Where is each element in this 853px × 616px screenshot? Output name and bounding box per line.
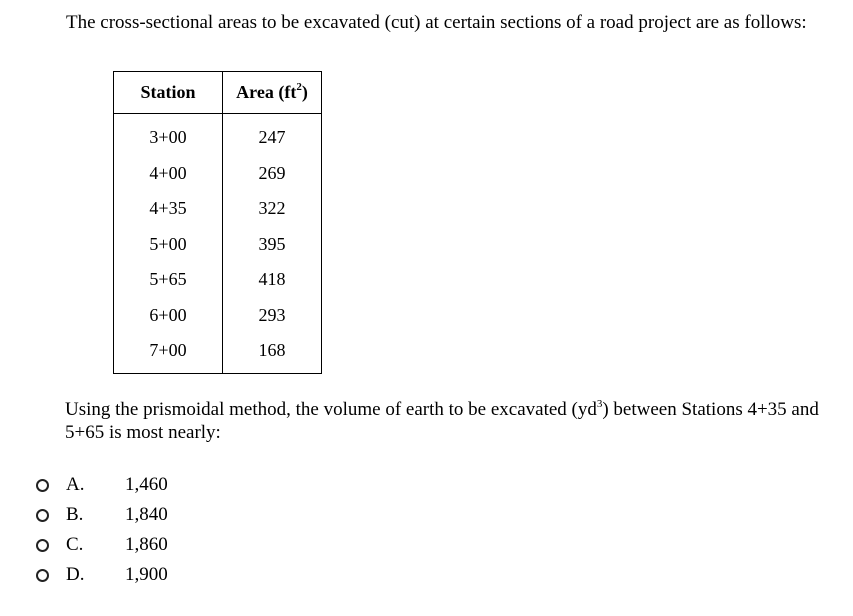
table-row <box>114 298 322 334</box>
area-cell: 168 <box>223 333 322 373</box>
option-value: 1,460 <box>125 474 168 495</box>
table-header-row <box>114 72 322 114</box>
area-cell: 395 <box>223 227 322 263</box>
radio-button-icon[interactable] <box>36 539 49 552</box>
radio-button-icon[interactable] <box>36 479 49 492</box>
table-row <box>114 191 322 227</box>
question-text-start: Using the prismoidal method, the volume of earth to be excavated (yd <box>65 399 597 420</box>
area-cell: 269 <box>223 156 322 192</box>
question-text-end: ) between Stations 4+35 and 5+65 is most nearly: <box>65 399 819 443</box>
header-station: Station <box>114 72 223 114</box>
area-cell: 322 <box>223 191 322 227</box>
radio-button-icon[interactable] <box>36 569 49 582</box>
station-cell: 5+00 <box>114 227 223 263</box>
header-area-label: Area (ft <box>236 82 297 102</box>
station-cell: 5+65 <box>114 262 223 298</box>
station-cell: 4+35 <box>114 191 223 227</box>
area-cell: 418 <box>223 262 322 298</box>
table-row <box>114 114 322 156</box>
problem-intro: The cross-sectional areas to be excavated (cut) at certain sections of a road project are as follows: <box>66 12 807 33</box>
option-letter: C. <box>66 534 84 555</box>
option-value: 1,840 <box>125 504 168 525</box>
option-value: 1,900 <box>125 564 168 585</box>
station-cell: 6+00 <box>114 298 223 334</box>
station-cell: 4+00 <box>114 156 223 192</box>
option-letter: B. <box>66 504 84 525</box>
header-area <box>223 72 322 114</box>
header-area-close: ) <box>301 82 308 102</box>
area-cell: 247 <box>223 114 322 156</box>
option-letter: D. <box>66 564 85 585</box>
table-row <box>114 227 322 263</box>
station-cell: 3+00 <box>114 114 223 156</box>
header-area-exponent: 2 <box>296 81 302 93</box>
table-row <box>114 156 322 192</box>
question-exponent: 3 <box>596 397 603 410</box>
table-row <box>114 262 322 298</box>
option-value: 1,860 <box>125 534 168 555</box>
area-cell: 293 <box>223 298 322 334</box>
option-letter: A. <box>66 474 85 495</box>
cross-section-table <box>113 71 322 374</box>
question-text <box>65 398 853 444</box>
radio-button-icon[interactable] <box>36 509 49 522</box>
table-row <box>114 333 322 373</box>
station-cell: 7+00 <box>114 333 223 373</box>
